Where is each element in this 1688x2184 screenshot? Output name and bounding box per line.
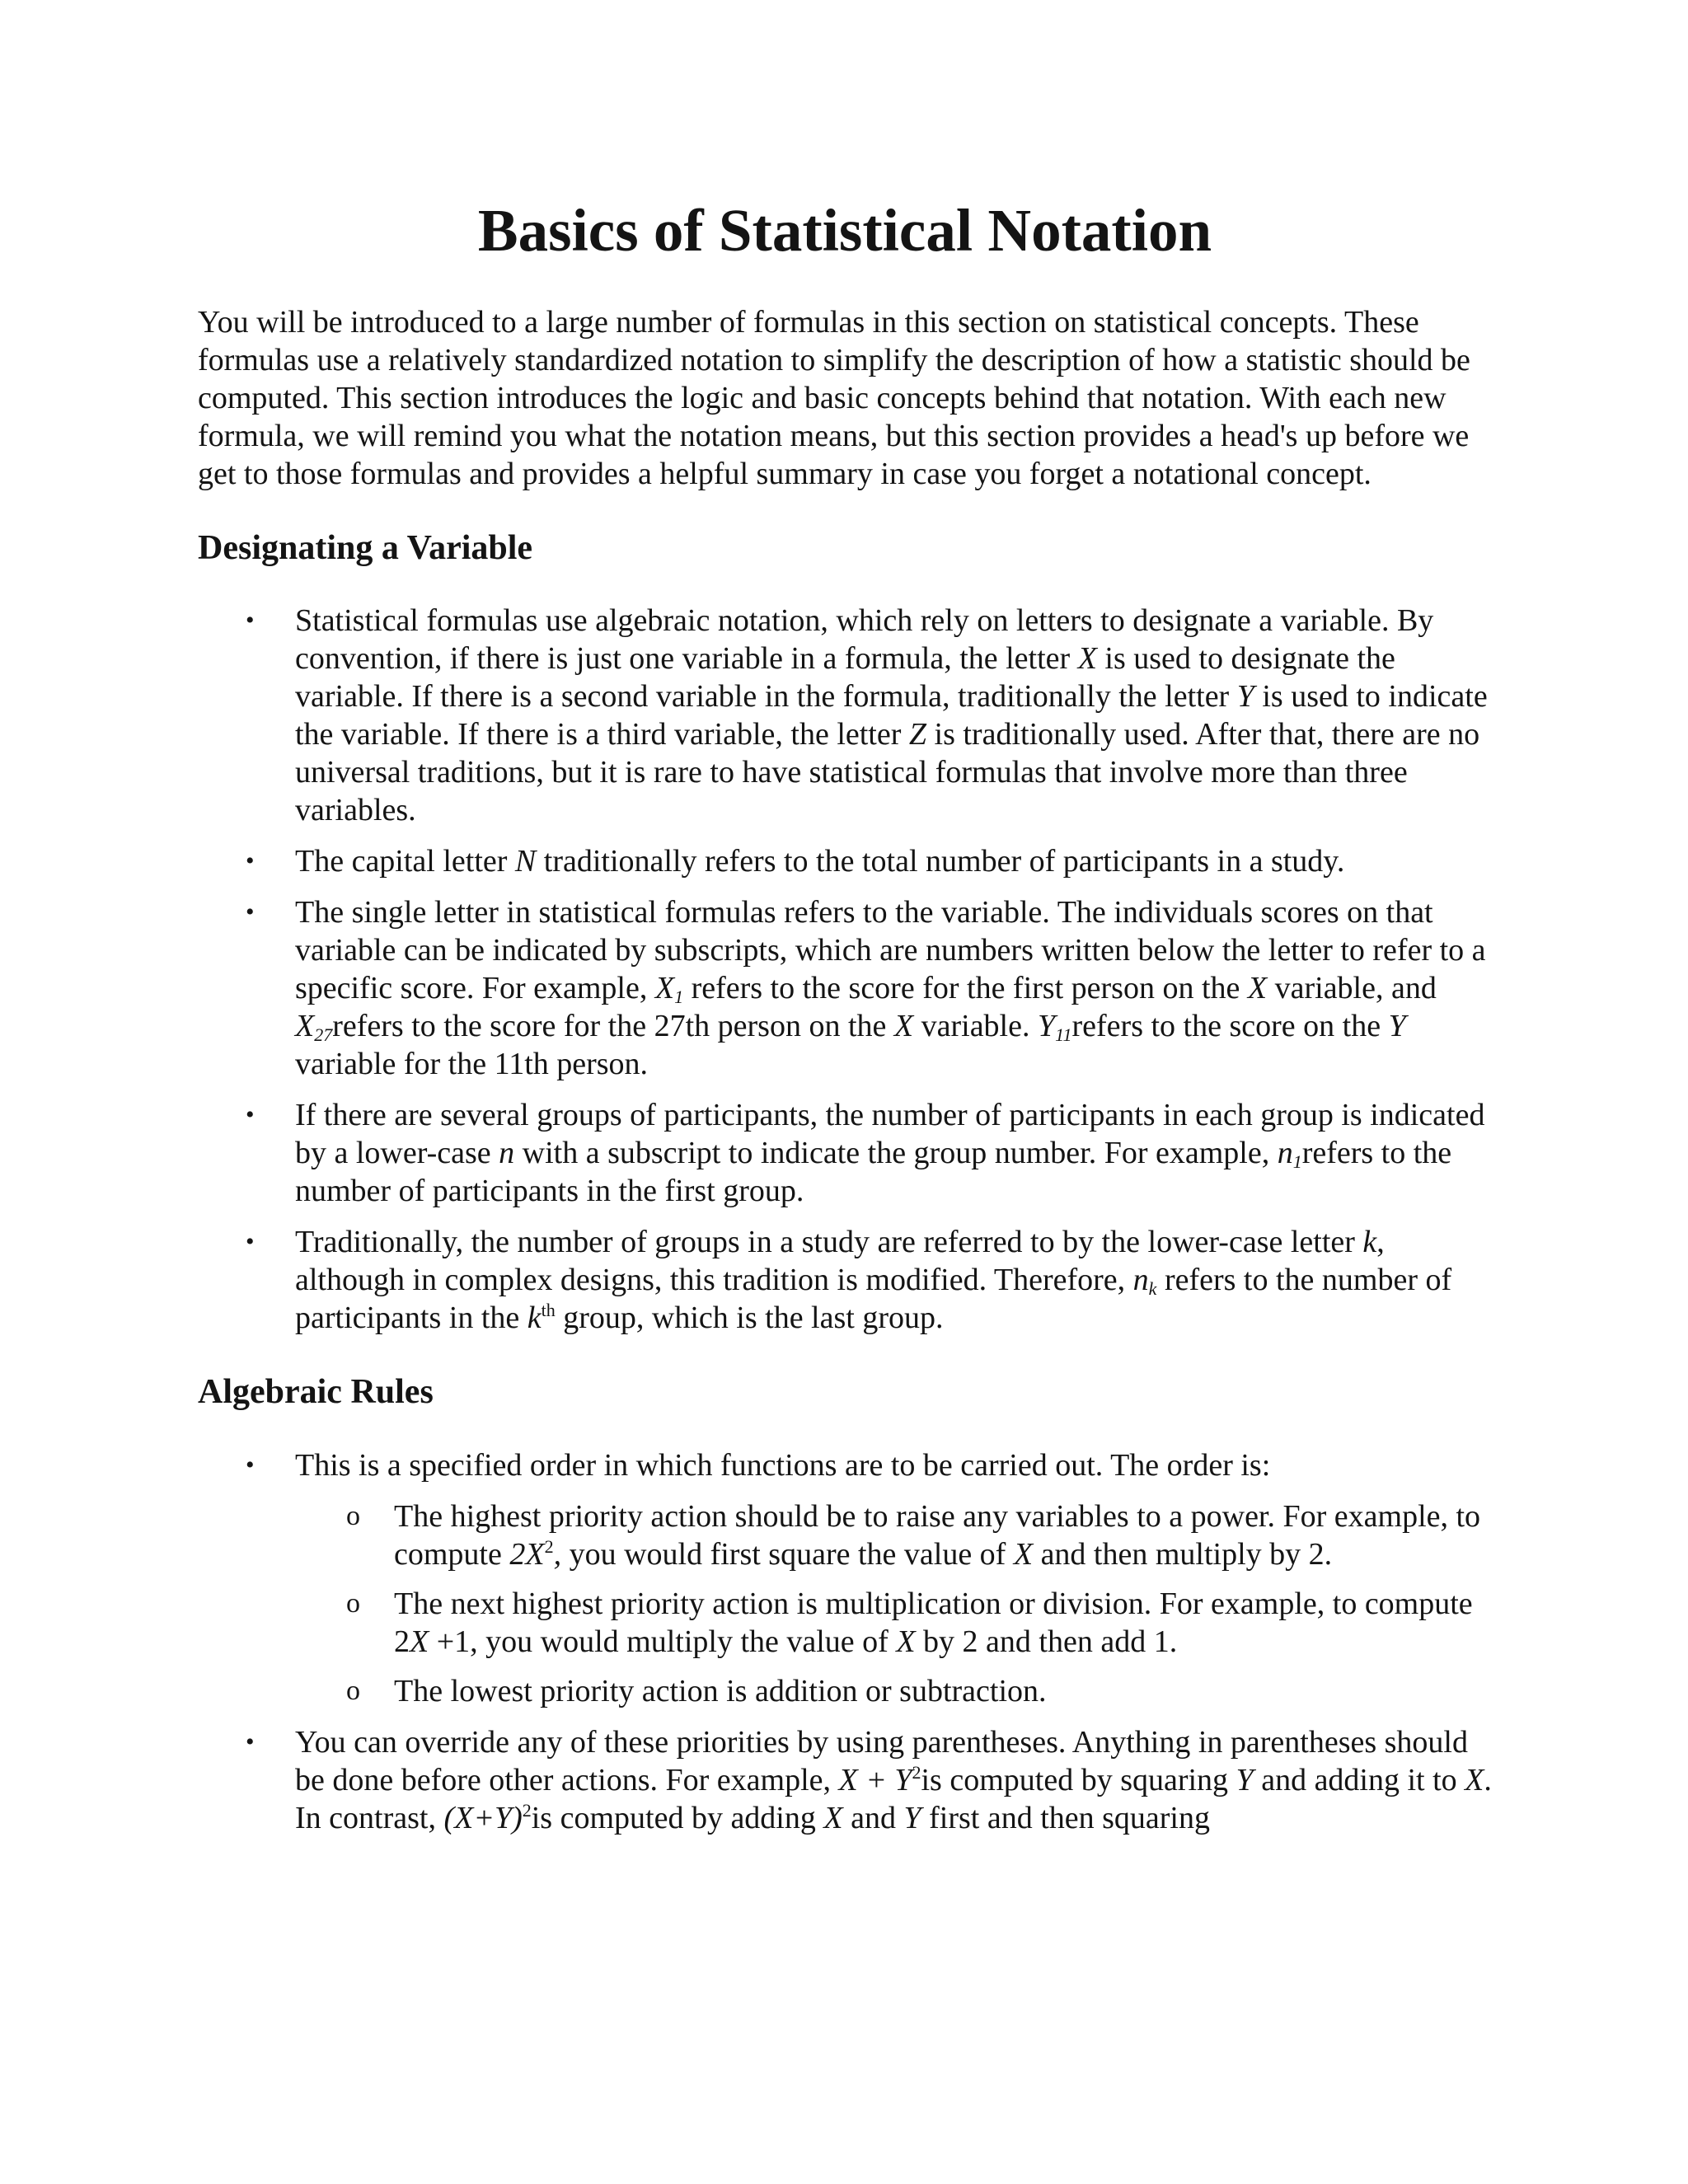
variable-symbol: Y [1236, 679, 1254, 715]
text-run: and then multiply by 2. [1033, 1536, 1333, 1572]
subscript: 27 [314, 1024, 333, 1046]
text-run: The highest priority action should be to raise any variables to a power. For example, to compute [394, 1498, 1481, 1572]
variable-symbol: Y [1236, 1762, 1254, 1797]
priority-sublist [295, 1497, 1492, 1710]
section-heading-designating-variable: Designating a Variable [198, 529, 533, 568]
variable-symbol: X [295, 1009, 315, 1044]
superscript: 2 [912, 1761, 921, 1783]
subscript: 1 [1292, 1151, 1302, 1173]
list-item [198, 1446, 1492, 1710]
text-run: refers to the number of participants in the [295, 1263, 1452, 1336]
text-run: This is a specified order in which functions are to be carried out. The order is: [295, 1447, 1271, 1483]
variable-symbol: X [1465, 1762, 1484, 1797]
formula-expression: (X+Y) [443, 1800, 523, 1835]
text-run: first and then squaring [921, 1800, 1210, 1835]
variable-symbol: X [1077, 641, 1097, 677]
text-run: refers to the number of participants in the first group. [295, 1136, 1452, 1209]
variable-symbol: n [1132, 1263, 1149, 1298]
bullet-icon: • [246, 1228, 255, 1256]
subscript: 11 [1055, 1024, 1072, 1046]
sub-list-item [295, 1585, 1492, 1661]
variable-symbol: X [1013, 1536, 1034, 1572]
text-run: group, which is the last group. [555, 1301, 944, 1336]
variable-symbol: n [499, 1136, 515, 1171]
text-run: refers to the score for the 27th person on the [332, 1009, 894, 1044]
list-item [198, 1723, 1492, 1837]
sub-bullet-icon: o [346, 1587, 360, 1619]
formula-expression: X + Y [838, 1762, 912, 1797]
variable-symbol: k [1362, 1225, 1377, 1260]
text-run: refers to the score on the [1071, 1009, 1389, 1044]
superscript: th [541, 1300, 556, 1321]
text-run: The next highest priority action is multiplication or division. For example, to compute 2 [394, 1586, 1473, 1659]
bullet-icon: • [246, 1101, 255, 1129]
variable-symbol: Y [1037, 1009, 1056, 1044]
text-run: The capital letter [295, 844, 515, 879]
intro-paragraph: You will be introduced to a large number of formulas in this section on statistical concepts. These formulas use a relatively standardized notation to simplify the description of how a statistic should be computed. This section introduces the logic and basic concepts behind that notation. With each new formula, we will remind you what the notation means, but this section provides a head's up before we get to those formulas and provides a helpful summary in case you forget a notational concept. [198, 305, 1470, 492]
variable-symbol: Z [908, 717, 927, 752]
variable-symbol: X [896, 1624, 916, 1659]
list-item [198, 1096, 1492, 1210]
sub-bullet-icon: o [346, 1500, 360, 1531]
list-item [198, 1223, 1492, 1337]
text-run: with a subscript to indicate the group number. For example, [514, 1136, 1278, 1171]
text-run: is traditionally used. After that, there are no universal traditions, but it is rare to have statistical formulas that involve more than three variables. [295, 717, 1480, 828]
list-item [198, 893, 1492, 1083]
list-item [198, 842, 1492, 880]
text-run: You can override any of these priorities by using parentheses. Anything in parentheses should be done before other actions. For example, [295, 1724, 1468, 1797]
text-run: The lowest priority action is addition or subtraction. [394, 1673, 1047, 1708]
text-run: variable. [913, 1009, 1038, 1044]
text-run: . In contrast, [295, 1762, 1492, 1835]
bullet-icon: • [246, 847, 255, 875]
algebraic-rules-list [198, 1446, 1492, 1837]
bullet-icon: • [246, 898, 255, 926]
document-page [198, 181, 1492, 1873]
text-run: is computed by squaring [921, 1762, 1236, 1797]
text-run: If there are several groups of participants, the number of participants in each group is indicated by a lower-case [295, 1098, 1485, 1171]
text-run: and adding it to [1253, 1762, 1465, 1797]
variable-symbol: Y [903, 1800, 921, 1835]
text-run: , [553, 1536, 562, 1572]
variable-symbol: X [893, 1009, 914, 1044]
variable-symbol: X [1247, 971, 1268, 1006]
text-run: is computed by adding [531, 1800, 824, 1835]
text-run: is used to indicate the variable. If there is a third variable, the letter [295, 679, 1488, 752]
sub-bullet-icon: o [346, 1675, 360, 1706]
page-title: Basics of Statistical Notation [477, 197, 1212, 264]
text-run: Statistical formulas use algebraic notation, which rely on letters to designate a variable. By convention, if there is just one variable in a formula, the letter [295, 603, 1434, 677]
variable-symbol: N [514, 844, 537, 879]
text-run: you would first square the value of [561, 1536, 1014, 1572]
text-run: variable for the 11th person. [295, 1047, 649, 1082]
superscript: 2 [522, 1799, 532, 1821]
text-run: and [842, 1800, 904, 1835]
sub-list-item [295, 1497, 1492, 1573]
subscript: k [1148, 1278, 1157, 1300]
variable-symbol: X [410, 1624, 429, 1659]
subscript: 1 [674, 987, 684, 1008]
text-run: is used to designate the variable. If there is a second variable in the formula, traditionally the letter [295, 641, 1395, 715]
text-run: variable, and [1267, 971, 1437, 1006]
variable-symbol: k [527, 1301, 542, 1336]
list-item [198, 602, 1492, 829]
variable-symbol: X [823, 1800, 843, 1835]
text-run: , although in complex designs, this tradition is modified. Therefore, [295, 1225, 1385, 1298]
bullet-icon: • [246, 1451, 255, 1479]
superscript: 2 [544, 1535, 554, 1557]
variable-symbol: X [654, 971, 675, 1006]
bullet-icon: • [246, 1727, 255, 1755]
text-run: Traditionally, the number of groups in a study are referred to by the lower-case letter [295, 1225, 1363, 1260]
text-run: The single letter in statistical formulas refers to the variable. The individuals scores on that variable can be indicated by subscripts, which are numbers written below the letter to refer to a specific score. For example, [295, 895, 1486, 1006]
text-run: +1, you would multiply the value of [429, 1624, 897, 1659]
designating-variable-list [198, 602, 1492, 1337]
variable-symbol: Y [1388, 1009, 1406, 1044]
section-heading-algebraic-rules: Algebraic Rules [198, 1373, 434, 1412]
formula-expression: 2X [509, 1536, 545, 1572]
variable-symbol: n [1277, 1136, 1293, 1171]
text-run: refers to the score for the first person on the [683, 971, 1248, 1006]
text-run: by 2 and then add 1. [915, 1624, 1178, 1659]
sub-list-item [295, 1672, 1492, 1710]
bullet-icon: • [246, 607, 255, 635]
text-run: traditionally refers to the total number of participants in a study. [536, 844, 1345, 879]
